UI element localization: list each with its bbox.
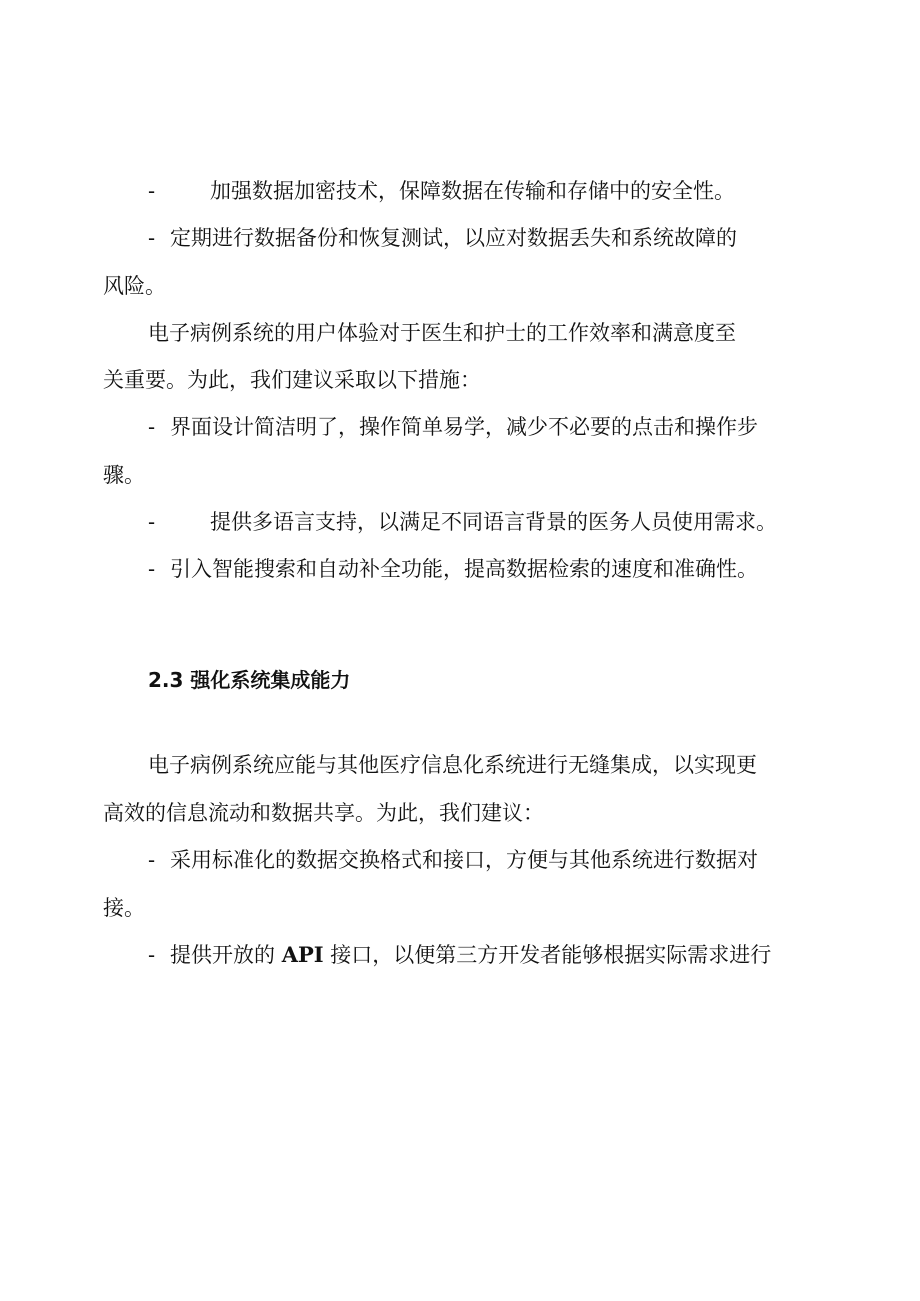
- list-item-smart-search: [148, 554, 758, 584]
- api-term: API: [281, 942, 324, 967]
- paragraph-integration-line-1: 电子病例系统应能与其他医疗信息化系统进行无缝集成，以实现更: [148, 753, 757, 777]
- list-item-standard-format: [148, 845, 758, 875]
- list-item-text: 界面设计简洁明了，操作简单易学，减少不必要的点击和操作步: [170, 415, 758, 439]
- list-item-backup-continuation: 风险。: [103, 274, 166, 298]
- list-item-encryption: [148, 176, 735, 206]
- bullet-dash: -: [148, 179, 156, 203]
- list-item-text-pre: 提供开放的: [170, 943, 282, 967]
- list-item-interface-continuation: 骤。: [103, 463, 145, 487]
- list-item-text: 引入智能搜索和自动补全功能，提高数据检索的速度和准确性。: [170, 557, 758, 581]
- list-item-open-api: [148, 940, 771, 970]
- list-item-text-post: 接口，以便第三方开发者能够根据实际需求进行: [323, 943, 772, 967]
- list-item-multilingual: [148, 507, 777, 537]
- list-item-standard-format-continuation: 接。: [103, 896, 145, 920]
- bullet-dash: -: [148, 943, 156, 967]
- list-item-text: 加强数据加密技术，保障数据在传输和存储中的安全性。: [210, 179, 735, 203]
- list-item-text: 采用标准化的数据交换格式和接口，方便与其他系统进行数据对: [170, 848, 758, 872]
- bullet-dash: -: [148, 415, 156, 439]
- paragraph-ux-line-2: 关重要。为此，我们建议采取以下措施：: [103, 368, 481, 392]
- list-item-interface: [148, 412, 758, 442]
- list-item-text: 提供多语言支持，以满足不同语言背景的医务人员使用需求。: [210, 510, 777, 534]
- bullet-dash: -: [148, 848, 156, 872]
- bullet-dash: -: [148, 557, 156, 581]
- list-item-backup: [148, 223, 737, 253]
- paragraph-ux-line-1: 电子病例系统的用户体验对于医生和护士的工作效率和满意度至: [148, 321, 736, 345]
- bullet-dash: -: [148, 226, 156, 250]
- section-heading: 2.3 强化系统集成能力: [148, 668, 351, 692]
- list-item-text: 定期进行数据备份和恢复测试，以应对数据丢失和系统故障的: [170, 226, 737, 250]
- paragraph-integration-line-2: 高效的信息流动和数据共享。为此，我们建议：: [103, 801, 544, 825]
- bullet-dash: -: [148, 510, 156, 534]
